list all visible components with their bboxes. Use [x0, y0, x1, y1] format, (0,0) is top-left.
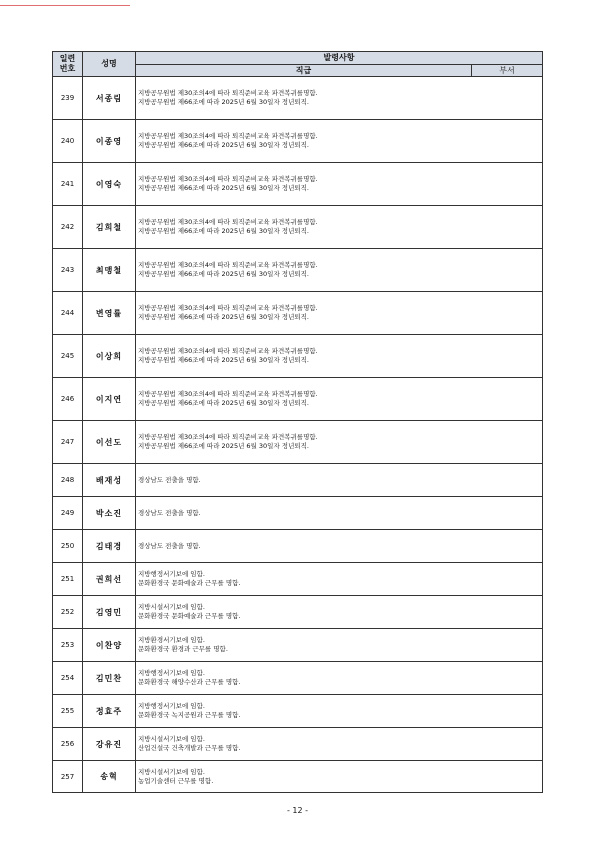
table-row [53, 292, 543, 335]
appointment-details [136, 163, 543, 206]
table-row [53, 120, 543, 163]
page-number: - 12 - [286, 806, 309, 815]
detail-line: 지방시설서기보에 임함. [138, 767, 205, 776]
person-name: 김민찬 [83, 662, 136, 695]
person-name: 배재성 [83, 464, 136, 497]
appointment-details [136, 596, 543, 629]
person-name: 이선도 [83, 421, 136, 464]
person-name: 김영민 [83, 596, 136, 629]
serial-number: 256 [53, 728, 83, 761]
detail-line: 지방공무원법 제30조의4에 따라 퇴직준비교육 파견복귀를명함. [138, 304, 318, 312]
detail-line: 지방행정서기보에 임함. [138, 570, 205, 578]
table-row [53, 378, 543, 421]
serial-number: 247 [53, 421, 83, 464]
serial-number: 243 [53, 249, 83, 292]
appointment-details [136, 120, 543, 163]
serial-number: 254 [53, 662, 83, 695]
appointment-details [136, 335, 543, 378]
person-name: 김태경 [83, 530, 136, 563]
person-name: 이지연 [83, 378, 136, 421]
appointment-details [136, 77, 543, 120]
header-rank: 직급 [136, 65, 472, 77]
person-name: 최맹철 [83, 249, 136, 292]
appointment-details [136, 464, 543, 497]
serial-number: 244 [53, 292, 83, 335]
person-name: 서종림 [83, 77, 136, 120]
table-row [53, 629, 543, 662]
detail-line: 산업건설국 건축개발과 근무를 명함. [138, 744, 241, 752]
appointment-details [136, 761, 543, 793]
serial-number: 246 [53, 378, 83, 421]
serial-number: 257 [53, 761, 83, 793]
person-name: 이상희 [83, 335, 136, 378]
person-name: 강유진 [83, 728, 136, 761]
detail-line: 지방공무원법 제66조에 따라 2025년 6월 30일자 정년퇴직. [138, 270, 309, 278]
detail-line: 경상남도 전출을 명함. [138, 541, 201, 550]
table-row [53, 163, 543, 206]
appointment-details [136, 292, 543, 335]
person-name: 김희철 [83, 206, 136, 249]
detail-line: 지방공무원법 제30조의4에 따라 퇴직준비교육 파견복귀를명함. [138, 261, 318, 269]
serial-number: 250 [53, 530, 83, 563]
appointment-details [136, 563, 543, 596]
detail-line: 문화환경국 문화예술과 근무를 명함. [138, 579, 241, 587]
detail-line: 농업기술센터 근무를 명함. [138, 776, 214, 785]
table-row [53, 530, 543, 563]
appointment-details [136, 530, 543, 563]
table-row [53, 662, 543, 695]
appointment-details [136, 497, 543, 530]
header-serial [53, 52, 83, 77]
detail-line: 지방공무원법 제66조에 따라 2025년 6월 30일자 정년퇴직. [138, 442, 309, 450]
detail-line: 지방공무원법 제66조에 따라 2025년 6월 30일자 정년퇴직. [138, 184, 309, 192]
table-row [53, 421, 543, 464]
detail-line: 지방행정서기보에 임함. [138, 702, 205, 710]
appointment-details [136, 629, 543, 662]
header-matter: 발령사항 [136, 52, 543, 65]
serial-number: 251 [53, 563, 83, 596]
detail-line: 지방공무원법 제66조에 따라 2025년 6월 30일자 정년퇴직. [138, 313, 309, 321]
appointment-details [136, 728, 543, 761]
serial-number: 248 [53, 464, 83, 497]
person-name: 정효주 [83, 695, 136, 728]
detail-line: 문화환경국 녹지공원과 근무를 명함. [138, 711, 241, 719]
appointment-details [136, 662, 543, 695]
table-row [53, 249, 543, 292]
person-name: 권희선 [83, 563, 136, 596]
detail-line: 경상남도 전출을 명함. [138, 508, 201, 517]
appointment-details [136, 421, 543, 464]
person-name: 박소진 [83, 497, 136, 530]
detail-line: 지방공무원법 제66조에 따라 2025년 6월 30일자 정년퇴직. [138, 141, 309, 149]
header-name: 성명 [83, 52, 136, 77]
appointment-details [136, 206, 543, 249]
table-row [53, 464, 543, 497]
table-row [53, 206, 543, 249]
serial-number: 241 [53, 163, 83, 206]
table-body [53, 77, 543, 793]
person-name: 변영률 [83, 292, 136, 335]
detail-line: 지방공무원법 제30조의4에 따라 퇴직준비교육 파견복귀를명함. [138, 89, 318, 97]
table-row [53, 497, 543, 530]
detail-line: 지방공무원법 제66조에 따라 2025년 6월 30일자 정년퇴직. [138, 227, 309, 235]
detail-line: 지방공무원법 제30조의4에 따라 퇴직준비교육 파견복귀를명함. [138, 433, 318, 441]
detail-line: 지방시설서기보에 임함. [138, 735, 205, 743]
table-row [53, 728, 543, 761]
top-rule [0, 5, 130, 6]
table-row [53, 596, 543, 629]
person-name: 이종영 [83, 120, 136, 163]
table-row [53, 335, 543, 378]
detail-line: 지방공무원법 제30조의4에 따라 퇴직준비교육 파견복귀를명함. [138, 390, 318, 398]
detail-line: 지방공무원법 제30조의4에 따라 퇴직준비교육 파견복귀를명함. [138, 175, 318, 183]
detail-line: 문화환경국 문화예술과 근무를 명함. [138, 612, 241, 620]
serial-number: 245 [53, 335, 83, 378]
detail-line: 지방환경서기보에 임함. [138, 636, 205, 644]
serial-number: 252 [53, 596, 83, 629]
header-dept: 부서 [472, 65, 543, 77]
detail-line: 지방공무원법 제30조의4에 따라 퇴직준비교육 파견복귀를명함. [138, 218, 318, 226]
detail-line: 문화환경국 해양수산과 근무를 명함. [138, 678, 241, 686]
person-name: 송혁 [83, 761, 136, 793]
person-name: 이찬양 [83, 629, 136, 662]
detail-line: 지방시설서기보에 임함. [138, 603, 205, 611]
detail-line: 지방공무원법 제30조의4에 따라 퇴직준비교육 파견복귀를명함. [138, 347, 318, 355]
appointment-details [136, 378, 543, 421]
detail-line: 지방공무원법 제30조의4에 따라 퇴직준비교육 파견복귀를명함. [138, 132, 318, 140]
detail-line: 지방공무원법 제66조에 따라 2025년 6월 30일자 정년퇴직. [138, 98, 309, 106]
table-row [53, 77, 543, 120]
serial-number: 242 [53, 206, 83, 249]
serial-number: 255 [53, 695, 83, 728]
table-row [53, 761, 543, 793]
table-row [53, 563, 543, 596]
serial-number: 249 [53, 497, 83, 530]
detail-line: 경상남도 전출을 명함. [138, 475, 201, 484]
serial-number: 253 [53, 629, 83, 662]
detail-line: 문화환경국 환경과 근무를 명함. [138, 645, 228, 653]
detail-line: 지방공무원법 제66조에 따라 2025년 6월 30일자 정년퇴직. [138, 356, 309, 364]
serial-number: 240 [53, 120, 83, 163]
serial-number: 239 [53, 77, 83, 120]
appointment-details [136, 249, 543, 292]
header-serial-line1: 일련 [59, 54, 76, 63]
detail-line: 지방공무원법 제66조에 따라 2025년 6월 30일자 정년퇴직. [138, 399, 309, 407]
person-name: 이영숙 [83, 163, 136, 206]
table-row [53, 695, 543, 728]
appointment-table [52, 51, 543, 793]
detail-line: 지방행정서기보에 임함. [138, 669, 205, 677]
appointment-details [136, 695, 543, 728]
header-serial-line2: 번호 [59, 64, 76, 73]
